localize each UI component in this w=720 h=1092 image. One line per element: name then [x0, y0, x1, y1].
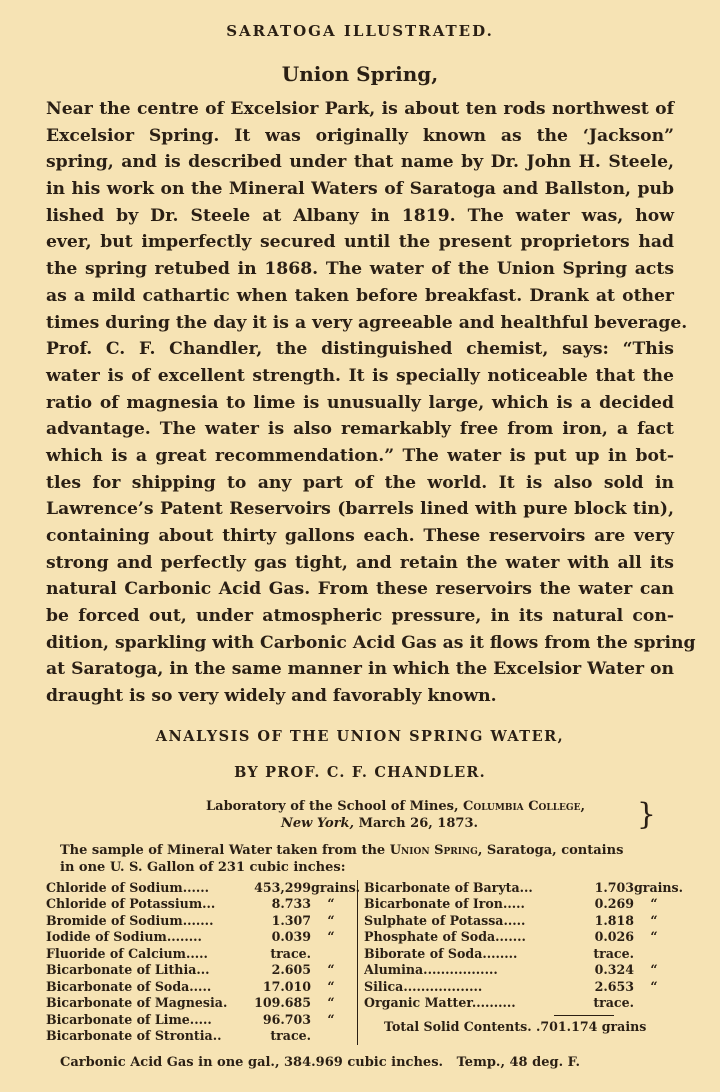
analysis-row: [46, 995, 351, 1012]
analysis-row: [364, 879, 684, 897]
analysis-value: 0.269: [594, 896, 634, 912]
analysis-name: Bicarbonate of Baryta...: [364, 879, 533, 895]
analysis-value: 2.605: [271, 962, 312, 978]
analysis-name: Phosphate of Soda.......: [364, 929, 526, 945]
analysis-name: Sulphate of Potassa.....: [364, 912, 526, 928]
analysis-value: 0.039: [271, 929, 312, 945]
body-line: the spring retubed in 1868. The water of the Union Spring acts: [46, 259, 674, 280]
body-line: draught is so very widely and favorably known.: [46, 686, 497, 707]
analysis-value: 1.703: [594, 879, 634, 895]
body-line: in his work on the Mineral Waters of Saratoga and Ballston, pub: [46, 179, 674, 200]
footer-line: [60, 1055, 674, 1070]
body-line: lished by Dr. Steele at Albany in 1819. The water was, how: [46, 205, 674, 226]
analysis-value: 96.703: [262, 1011, 312, 1027]
analysis-title: ANALYSIS OF THE UNION SPRING WATER,: [155, 727, 565, 745]
body-line: natural Carbonic Acid Gas. From these reservoirs the water can: [46, 579, 674, 600]
analysis-unit: “: [327, 912, 335, 928]
analysis-value: trace.: [270, 1028, 312, 1044]
analysis-unit: “: [327, 929, 335, 945]
analysis-unit: [634, 946, 674, 963]
analysis-unit: “: [650, 929, 658, 945]
body-line: ratio of magnesia to lime is unusually large, which is a decided: [46, 392, 674, 413]
analysis-value: 109.685: [254, 995, 312, 1011]
analysis-unit: “: [327, 978, 335, 994]
analysis-name: Alumina.................: [364, 962, 498, 978]
analysis-name: Iodide of Sodium........: [46, 929, 202, 945]
analysis-row: [46, 1028, 351, 1045]
body-line: ever, but imperfectly secured until the present proprietors had: [46, 232, 674, 253]
analysis-unit: “: [327, 896, 335, 912]
analysis-unit: “: [650, 962, 658, 978]
analysis-value: 2.653: [594, 978, 634, 994]
brace-mark: }: [636, 796, 656, 832]
analysis-byline: BY PROF. C. F. CHANDLER.: [234, 763, 486, 781]
analysis-row: [46, 946, 351, 963]
body-line: spring, and is described under that name by Dr. John H. Steele,: [46, 152, 674, 173]
body-line: times during the day it is a very agreeable and healthful beverage.: [46, 312, 688, 333]
total-rule: [554, 1015, 614, 1016]
analysis-table: [46, 879, 684, 1045]
analysis-unit: [634, 995, 674, 1012]
analysis-unit: [311, 946, 351, 963]
body-line: Near the centre of Excelsior Park, is about ten rods northwest of: [46, 99, 674, 119]
body-line: dition, sparkling with Carbonic Acid Gas as it flows from the spring: [46, 632, 696, 653]
body-line: be forced out, under atmospheric pressure, in its natural con-: [46, 606, 674, 627]
analysis-name: Biborate of Soda........: [364, 945, 518, 961]
analysis-name: Organic Matter..........: [364, 995, 516, 1011]
analysis-row: [364, 896, 674, 913]
body-line: water is of excellent strength. It is specially noticeable that the: [46, 365, 674, 386]
analysis-name: Chloride of Potassium...: [46, 896, 216, 912]
analysis-row: [364, 913, 674, 930]
section-title: Union Spring,: [281, 62, 439, 86]
analysis-unit: grains.: [634, 879, 684, 895]
body-line: advantage. The water is also remarkably free from iron, a fact: [46, 419, 674, 440]
analysis-name: Silica..................: [364, 978, 483, 994]
analysis-value: 8.733: [271, 896, 312, 912]
analysis-unit: “: [650, 978, 658, 994]
analysis-value: trace.: [593, 945, 634, 961]
analysis-value: 17.010: [262, 978, 312, 994]
analysis-unit: “: [327, 995, 335, 1011]
analysis-intro: The sample of Mineral Water taken from the Union Spring, Saratoga, contains in one U. S. Gallon of 231 cubic inches:: [60, 842, 624, 875]
analysis-value: 1.307: [271, 912, 312, 928]
body-line: Prof. C. F. Chandler, the distinguished chemist, says: “This: [46, 339, 674, 360]
analysis-row: [364, 946, 674, 963]
lab-line-1: Laboratory of the School of Mines, Columbia College,: [206, 798, 585, 814]
analysis-value: 1.818: [594, 912, 634, 928]
analysis-value: trace.: [270, 945, 312, 961]
body-line: containing about thirty gallons each. These reservoirs are very: [46, 526, 674, 546]
body-line: tles for shipping to any part of the world. It is also sold in: [46, 472, 674, 493]
analysis-name: Bicarbonate of Iron.....: [364, 896, 525, 912]
body-line: as a mild cathartic when taken before breakfast. Drank at other: [46, 285, 674, 306]
temperature: Temp., 48 deg. F.: [456, 1054, 581, 1070]
analysis-row: [46, 929, 351, 946]
analysis-value: 0.324: [594, 962, 634, 978]
analysis-row: [364, 929, 674, 946]
analysis-row: [46, 962, 351, 979]
analysis-unit: “: [327, 1011, 335, 1027]
body-line: Lawrence’s Patent Reservoirs (barrels lined with pure block tin),: [46, 499, 674, 520]
analysis-unit: “: [650, 912, 658, 928]
analysis-unit: grains.: [311, 879, 361, 895]
analysis-unit: “: [327, 962, 335, 978]
analysis-name: Bicarbonate of Magnesia.: [46, 995, 228, 1011]
analysis-row: [46, 979, 351, 996]
analysis-unit: [311, 1028, 351, 1045]
body-line: strong and perfectly gas tight, and retain the water with all its: [46, 552, 674, 573]
analysis-value: trace.: [593, 995, 634, 1011]
body-line: Excelsior Spring. It was originally known as the ‘Jackson”: [46, 125, 674, 146]
analysis-value: 453,299: [254, 879, 312, 895]
analysis-name: Bicarbonate of Lithia...: [46, 962, 210, 978]
analysis-name: Bicarbonate of Lime.....: [46, 1011, 212, 1027]
lab-line-2: New York, March 26, 1873.: [281, 815, 479, 831]
analysis-value: 0.026: [594, 929, 634, 945]
analysis-unit: “: [650, 896, 658, 912]
analysis-row: [364, 962, 674, 979]
total-solid-contents: Total Solid Contents. .701.174 grains: [384, 1018, 647, 1034]
analysis-row: [46, 896, 351, 913]
analysis-row: [46, 913, 351, 930]
carbonic-acid-gas: Carbonic Acid Gas in one gal., 384.969 cubic inches.: [60, 1054, 444, 1070]
body-line: which is a great recommendation.” The water is put up in bot-: [46, 445, 674, 466]
analysis-row: [46, 1012, 351, 1029]
analysis-row: [364, 979, 674, 996]
analysis-column-right: [358, 879, 684, 1045]
analysis-name: Bromide of Sodium.......: [46, 912, 214, 928]
body-line: at Saratoga, in the same manner in which the Excelsior Water on: [46, 659, 674, 680]
analysis-name: Bicarbonate of Soda.....: [46, 978, 212, 994]
analysis-name: Chloride of Sodium......: [46, 879, 210, 895]
laboratory-attribution: [206, 798, 674, 832]
analysis-row: [46, 879, 361, 897]
analysis-name: Fluoride of Calcium.....: [46, 945, 208, 961]
analysis-row: [364, 995, 674, 1012]
analysis-column-left: [46, 879, 361, 1045]
running-head: SARATOGA ILLUSTRATED.: [226, 22, 494, 40]
analysis-name: Bicarbonate of Strontia..: [46, 1028, 222, 1044]
body-paragraph: [46, 96, 696, 710]
